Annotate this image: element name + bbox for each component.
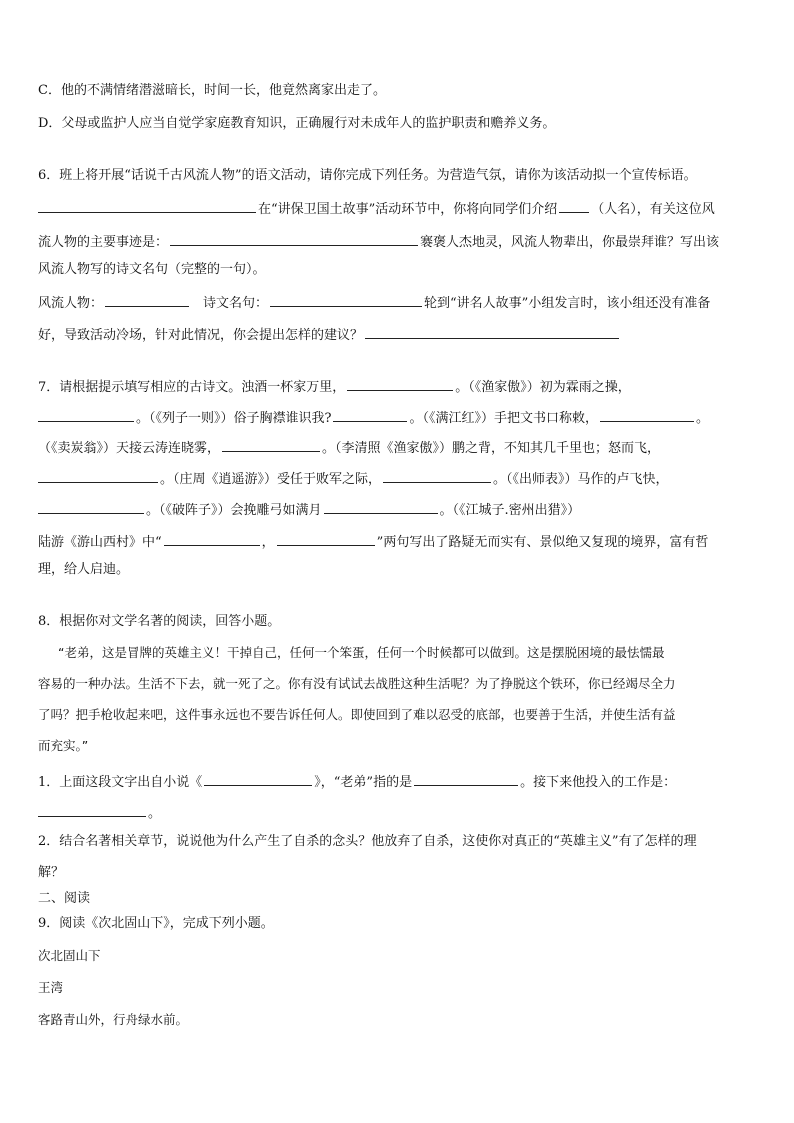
q7-line-2: 。（《列子一则》）俗子胸襟谁识我? 。（《满江红》）手把文书口称敕， 。	[38, 407, 709, 428]
q7-blank-11[interactable]	[277, 531, 375, 546]
q7-blank-8[interactable]	[38, 499, 144, 514]
deeds-blank[interactable]	[170, 231, 418, 246]
q7-blank-1[interactable]	[347, 376, 453, 391]
poem-line-1: 客路青山外，行舟绿水前。	[38, 1012, 189, 1027]
q8-sub2: 2．结合名著相关章节，说说他为什么产生了自杀的念头？他放弃了自杀，这使你对真正的“英雄主义”有了怎样的理	[38, 834, 697, 849]
q7-blank-6[interactable]	[38, 468, 158, 483]
q9-intro: 9．阅读《次北固山下》，完成下列小题。	[38, 916, 274, 931]
q8-intro: 8．根据你对文学名著的阅读，回答小题。	[38, 614, 281, 629]
q8-passage-line-3: 了吗？把手枪收起来吧，这件事永远也不要告诉任何人。即使回到了难以忍受的底部，也要善于生活，并使生活有益	[38, 707, 676, 722]
person-name-blank[interactable]	[559, 198, 589, 213]
q8-sub1-cont: 。	[38, 802, 161, 823]
work-blank[interactable]	[38, 802, 146, 817]
q6-line-4: 风流人物写的诗文名句（完整的一句）。	[38, 262, 266, 277]
q6-line-6: 好，导致活动冷场，针对此情况，你会提出怎样的建议？	[38, 324, 621, 345]
q7-line-7: 理，给人启迪。	[38, 562, 130, 577]
q8-passage-line-4: 而充实。”	[38, 738, 89, 753]
q7-blank-5[interactable]	[222, 437, 320, 452]
q7-line-1: 7．请根据提示填写相应的古诗文。浊酒一杯家万里， 。（《渔家傲》）初为霖雨之操，	[38, 376, 631, 397]
q7-blank-2[interactable]	[38, 407, 134, 422]
quote-blank[interactable]	[270, 292, 422, 307]
poem-author: 王湾	[38, 980, 64, 995]
section-heading: 二、阅读	[38, 891, 91, 906]
q7-blank-4[interactable]	[600, 407, 694, 422]
q6-line-2: 在“讲保卫国土故事”活动环节中，你将向同学们介绍 （人名），有关这位风	[38, 198, 715, 219]
q5-option-d: D．父母或监护人应当自觉学家庭教育知识，正确履行对未成年人的监护职责和赡养义务。	[38, 116, 556, 131]
q7-line-6: 陆游《游山西村》中“ ， ”两句写出了路疑无而实有、景似绝又复现的境界，富有哲	[38, 531, 708, 552]
q8-sub2-cont: 解？	[38, 865, 65, 880]
suggestion-blank[interactable]	[365, 324, 619, 339]
poem-title: 次北固山下	[38, 948, 101, 963]
q5-option-c: C．他的不满情绪潜滋暗长，时间一长，他竟然离家出走了。	[38, 83, 386, 98]
q7-line-5: 。（《破阵子》）会挽雕弓如满月 。（《江城子.密州出猎》）	[38, 499, 580, 520]
q7-blank-3[interactable]	[333, 407, 407, 422]
q8-passage-line-2: 容易的一种办法。生活不下去，就一死了之。你有没有试试去战胜这种生活呢？为了挣脱这个铁环，你已经竭尽全力	[38, 676, 676, 691]
q6-intro: 6．班上将开展“话说千古风流人物”的语文活动，请你完成下列任务。为营造气氛，请你为该活动拟一个宣传标语。	[38, 168, 697, 183]
q7-line-4: 。（庄周《逍遥游》）受任于败军之际， 。（《出师表》）马作的卢飞快，	[38, 468, 669, 489]
q6-line-3: 流人物的主要事迹是： 褰褒人杰地灵，风流人物辈出，你最崇拜谁？写出该	[38, 231, 719, 252]
novel-title-blank[interactable]	[204, 771, 312, 786]
q8-sub1: 1．上面这段文字出自小说《 》，“老弟”指的是 。接下来他投入的工作是：	[38, 771, 676, 792]
q8-passage-line-1: “老弟，这是冒牌的英雄主义！干掉自己，任何一个笨蛋，任何一个时候都可以做到。这是摆脱困境的最怯懦最	[58, 645, 665, 660]
figure-blank[interactable]	[105, 292, 189, 307]
brother-name-blank[interactable]	[414, 771, 518, 786]
q6-line-5: 风流人物： 诗文名句： 轮到“讲名人故事”小组发言时，该小组还没有准备	[38, 292, 710, 313]
q7-blank-10[interactable]	[164, 531, 260, 546]
slogan-blank[interactable]	[38, 198, 256, 213]
q7-blank-9[interactable]	[324, 499, 438, 514]
q7-blank-7[interactable]	[383, 468, 491, 483]
q7-line-3: （《卖炭翁》）天接云涛连晓雾， 。（李清照《渔家傲》）鹏之背，不知其几千里也；怒而飞，	[38, 437, 660, 458]
